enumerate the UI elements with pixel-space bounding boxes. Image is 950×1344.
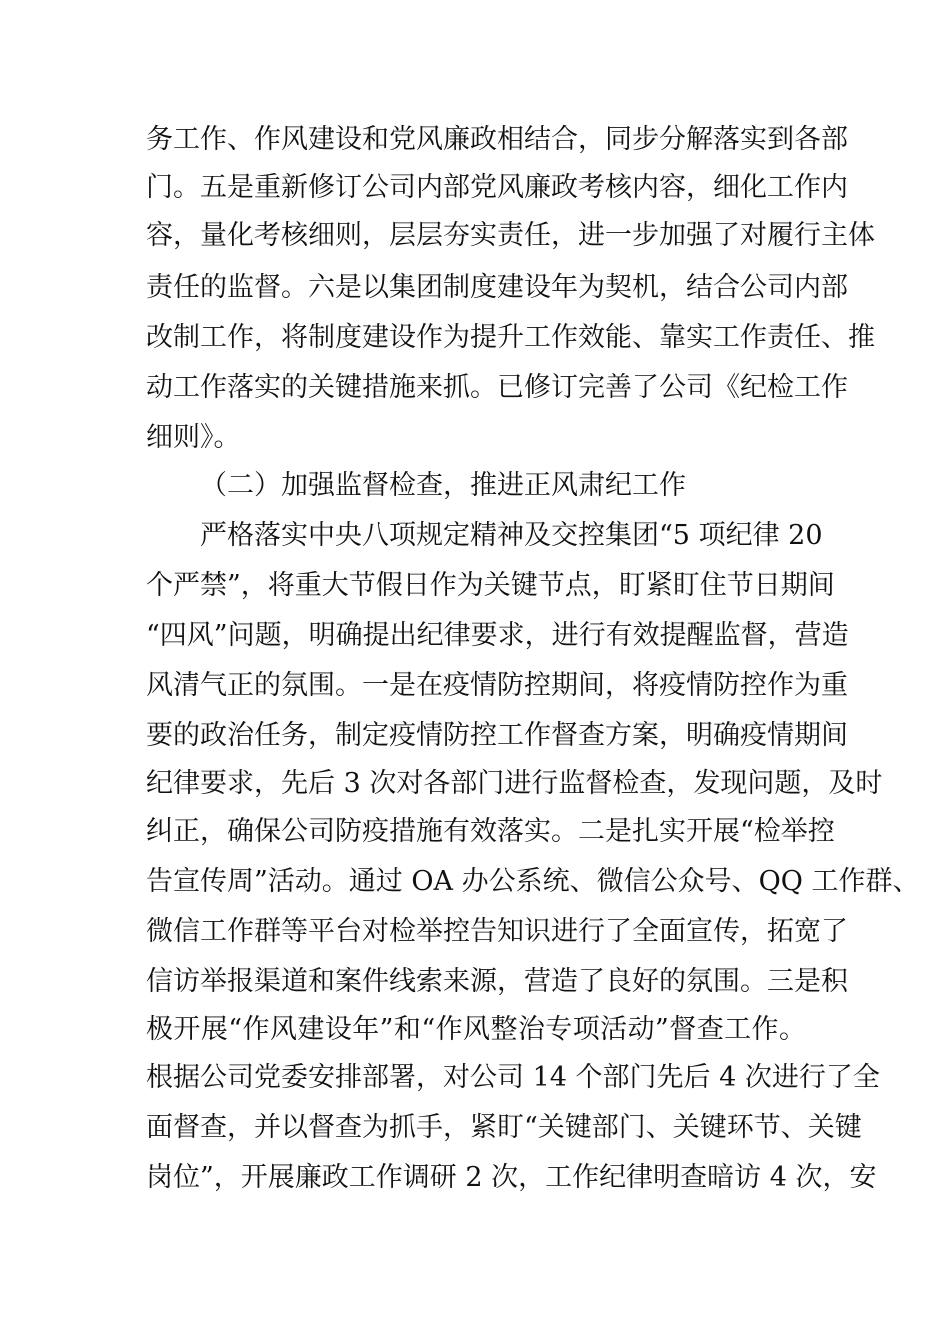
text-line-5: 改制工作，将制度建设作为提升工作效能、靠实工作责任、推 xyxy=(146,322,875,353)
text-line-2: 门。五是重新修订公司内部党风廉政考核内容，细化工作内 xyxy=(146,172,848,203)
text-line-3: 容，量化考核细则，层层夯实责任，进一步加强了对履行主体 xyxy=(146,220,875,251)
text-line-1: 务工作、作风建设和党风廉政相结合，同步分解落实到各部 xyxy=(146,124,848,155)
text-line-16: 告宣传周”活动。通过 OA 办公系统、微信公众号、QQ 工作群、 xyxy=(146,866,920,897)
text-line-6: 动工作落实的关键措施来抓。已修订完善了公司《纪检工作 xyxy=(146,372,848,403)
text-line-14: 纪律要求，先后 3 次对各部门进行监督检查，发现问题，及时 xyxy=(146,768,883,799)
paragraph-first-line: 严格落实中央八项规定精神及交控集团“5 项纪律 20 xyxy=(200,520,823,551)
text-line-19: 极开展“作风建设年”和“作风整治专项活动”督查工作。 xyxy=(146,1014,806,1045)
text-line-21: 面督查，并以督查为抓手，紧盯“关键部门、关键环节、关键 xyxy=(146,1112,862,1143)
text-line-22: 岗位”，开展廉政工作调研 2 次，工作纪律明查暗访 4 次，安 xyxy=(146,1162,877,1193)
section-heading: （二）加强监督检查，推进正风肃纪工作 xyxy=(200,470,686,501)
text-line-15: 纠正，确保公司防疫措施有效落实。二是扎实开展“检举控 xyxy=(146,816,835,847)
text-line-12: 风清气正的氛围。一是在疫情防控期间，将疫情防控作为重 xyxy=(146,670,848,701)
text-line-11: “四风”问题，明确提出纪律要求，进行有效提醒监督，营造 xyxy=(146,620,849,651)
text-line-13: 要的政治任务，制定疫情防控工作督查方案，明确疫情期间 xyxy=(146,720,848,751)
text-line-10: 个严禁”，将重大节假日作为关键节点，盯紧盯住节日期间 xyxy=(146,570,835,601)
text-line-20: 根据公司党委安排部署，对公司 14 个部门先后 4 次进行了全 xyxy=(146,1062,880,1093)
text-line-4: 责任的监督。六是以集团制度建设年为契机，结合公司内部 xyxy=(146,272,848,303)
text-line-18: 信访举报渠道和案件线索来源，营造了良好的氛围。三是积 xyxy=(146,966,848,997)
text-line-7: 细则》。 xyxy=(146,422,241,453)
text-line-17: 微信工作群等平台对检举控告知识进行了全面宣传，拓宽了 xyxy=(146,916,848,947)
